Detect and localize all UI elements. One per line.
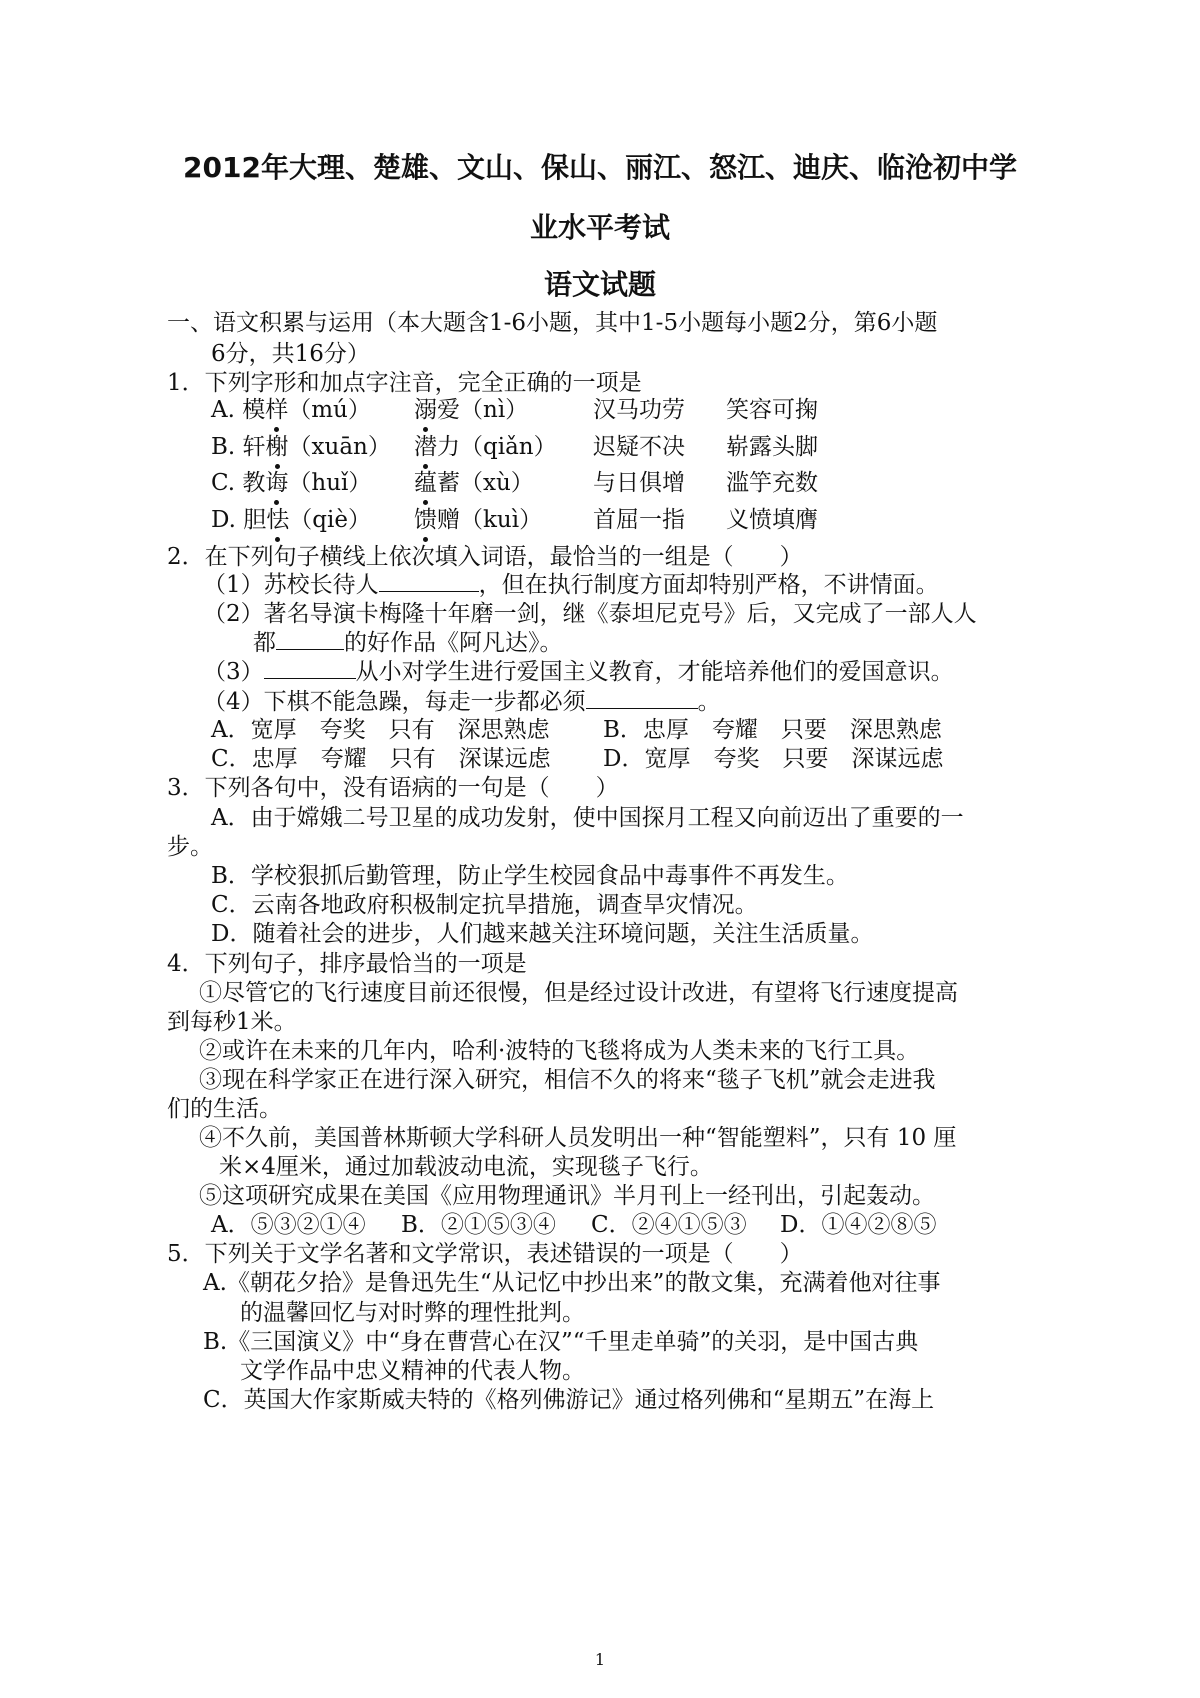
question-4-sentence-2: ②或许在未来的几年内，哈利·波特的飞毯将成为人类未来的飞行工具。 <box>199 1038 920 1064</box>
question-4-sentence-3-line2: 们的生活。 <box>167 1096 282 1122</box>
page-number: 1 <box>594 1650 606 1669</box>
dotted-char: 诲 <box>265 467 288 499</box>
question-3-option-a-line2: 步。 <box>167 834 213 860</box>
option-word2: 馈赠（kuì） <box>414 504 542 536</box>
question-4-option-d: D．①④②⑧⑤ <box>780 1212 937 1238</box>
section-heading-line1: 一、语文积累与运用（本大题含1-6小题，其中1-5小题每小题2分，第6小题 <box>167 310 938 336</box>
fill-blank-2 <box>276 627 344 650</box>
question-2-sentence-4: （4）下棋不能急躁，每走一步都必须 。 <box>203 686 721 718</box>
question-2-option-b: B．忠厚 夸耀 只要 深思熟虑 <box>603 717 942 743</box>
question-2-sentence-2-line1: （2）著名导演卡梅隆十年磨一剑，继《泰坦尼克号》后，又完成了一部人人 <box>203 601 977 627</box>
question-2-option-d: D．宽厚 夸奖 只要 深谋远虑 <box>603 746 944 772</box>
question-4-sentence-4-line1: ④不久前，美国普林斯顿大学科研人员发明出一种“智能塑料”，只有 10 厘 <box>199 1125 957 1151</box>
question-5-stem: 5．下列关于文学名著和文学常识，表述错误的一项是（ ） <box>167 1241 803 1267</box>
option-word2: 蕴蓄（xù） <box>414 467 534 499</box>
exam-title-line2: 业水平考试 <box>529 211 670 244</box>
option-label: A. <box>211 397 235 423</box>
option-word4: 滥竽充数 <box>726 470 818 496</box>
fill-blank-3 <box>264 656 356 679</box>
option-label: C. <box>211 470 236 496</box>
question-3-stem: 3．下列各句中，没有语病的一句是（ ） <box>167 775 619 801</box>
question-2-sentence-2-line2: 都 的好作品《阿凡达》。 <box>253 627 563 659</box>
option-word1: 模样（mú） <box>242 397 371 423</box>
question-3-option-a-line1: A．由于嫦娥二号卫星的成功发射，使中国探月工程又向前迈出了重要的一 <box>211 805 964 831</box>
dotted-char: 潜 <box>414 431 437 463</box>
option-word1: 轩榭（xuān） <box>243 434 391 460</box>
question-2-option-c: C．忠厚 夸耀 只有 深谋远虑 <box>211 746 551 772</box>
question-4-option-b: B．②①⑤③④ <box>401 1212 556 1238</box>
question-3-option-c: C．云南各地政府积极制定抗旱措施，调查旱灾情况。 <box>211 892 758 918</box>
option-word1: 教诲（huǐ） <box>242 470 371 496</box>
question-2-sentence-3: （3） 从小对学生进行爱国主义教育，才能培养他们的爱国意识。 <box>203 656 954 688</box>
option-label: B. <box>211 434 236 460</box>
section-heading-line2: 6分，共16分） <box>211 341 370 367</box>
dotted-char: 榭 <box>266 431 289 463</box>
option-word1: 胆怯（qiè） <box>243 507 371 533</box>
question-5-option-b-line2: 文学作品中忠义精神的代表人物。 <box>240 1358 585 1384</box>
question-5-option-a-line2: 的温馨回忆与对时弊的理性批判。 <box>240 1300 585 1326</box>
option-word3: 汉马功劳 <box>593 397 685 423</box>
option-word2: 潜力（qiǎn） <box>414 431 557 463</box>
option-label: D. <box>211 507 236 533</box>
fill-blank-1 <box>379 569 479 592</box>
question-4-sentence-1-line1: ①尽管它的飞行速度目前还很慢，但是经过设计改进，有望将飞行速度提高 <box>199 980 958 1006</box>
question-2-sentence-1: （1）苏校长待人 ，但在执行制度方面却特别严格，不讲情面。 <box>203 569 939 601</box>
dotted-char: 馈 <box>414 504 437 536</box>
paper-subject-title: 语文试题 <box>543 268 656 301</box>
question-2-option-a: A．宽厚 夸奖 只有 深思熟虑 <box>211 717 550 743</box>
question-5-option-a-line1: A.《朝花夕拾》是鲁迅先生“从记忆中抄出来”的散文集，充满着他对往事 <box>203 1270 941 1296</box>
dotted-char: 样 <box>265 394 288 426</box>
exam-title-line1: 2012年大理、楚雄、文山、保山、丽江、怒江、迪庆、临沧初中学 <box>183 151 1017 184</box>
dotted-char: 蕴 <box>414 467 437 499</box>
question-4-sentence-3-line1: ③现在科学家正在进行深入研究，相信不久的将来“毯子飞机”就会走进我 <box>199 1067 936 1093</box>
option-word2: 溺爱（nì） <box>414 394 528 426</box>
option-word3: 与日俱增 <box>593 470 685 496</box>
question-4-option-a: A．⑤③②①④ <box>211 1212 366 1238</box>
option-word4: 笑容可掬 <box>726 397 818 423</box>
question-4-option-c: C．②④①⑤③ <box>591 1212 747 1238</box>
question-4-sentence-4-line2: 米×4厘米，通过加载波动电流，实现毯子飞行。 <box>219 1154 713 1180</box>
question-1-stem: 1．下列字形和加点字注音，完全正确的一项是 <box>167 370 642 396</box>
question-4-stem: 4．下列句子，排序最恰当的一项是 <box>167 951 527 977</box>
dotted-char: 溺 <box>414 394 437 426</box>
question-2-stem: 2．在下列句子横线上依次填入词语，最恰当的一组是（ ） <box>167 544 803 570</box>
option-word3: 首屈一指 <box>593 507 685 533</box>
question-4-sentence-5: ⑤这项研究成果在美国《应用物理通讯》半月刊上一经刊出，引起轰动。 <box>199 1183 935 1209</box>
question-3-option-d: D．随着社会的进步，人们越来越关注环境问题，关注生活质量。 <box>211 921 874 947</box>
question-4-sentence-1-line2: 到每秒1米。 <box>167 1009 297 1035</box>
option-word4: 崭露头脚 <box>726 434 818 460</box>
question-5-option-c-line1: C．英国大作家斯威夫特的《格列佛游记》通过格列佛和“星期五”在海上 <box>203 1387 935 1413</box>
option-word4: 义愤填膺 <box>726 507 818 533</box>
question-5-option-b-line1: B.《三国演义》中“身在曹营心在汉”“千里走单骑”的关羽，是中国古典 <box>203 1329 919 1355</box>
option-word3: 迟疑不决 <box>593 434 685 460</box>
question-3-option-b: B．学校狠抓后勤管理，防止学生校园食品中毒事件不再发生。 <box>211 863 849 889</box>
dotted-char: 怯 <box>266 504 289 536</box>
fill-blank-4 <box>586 686 698 709</box>
